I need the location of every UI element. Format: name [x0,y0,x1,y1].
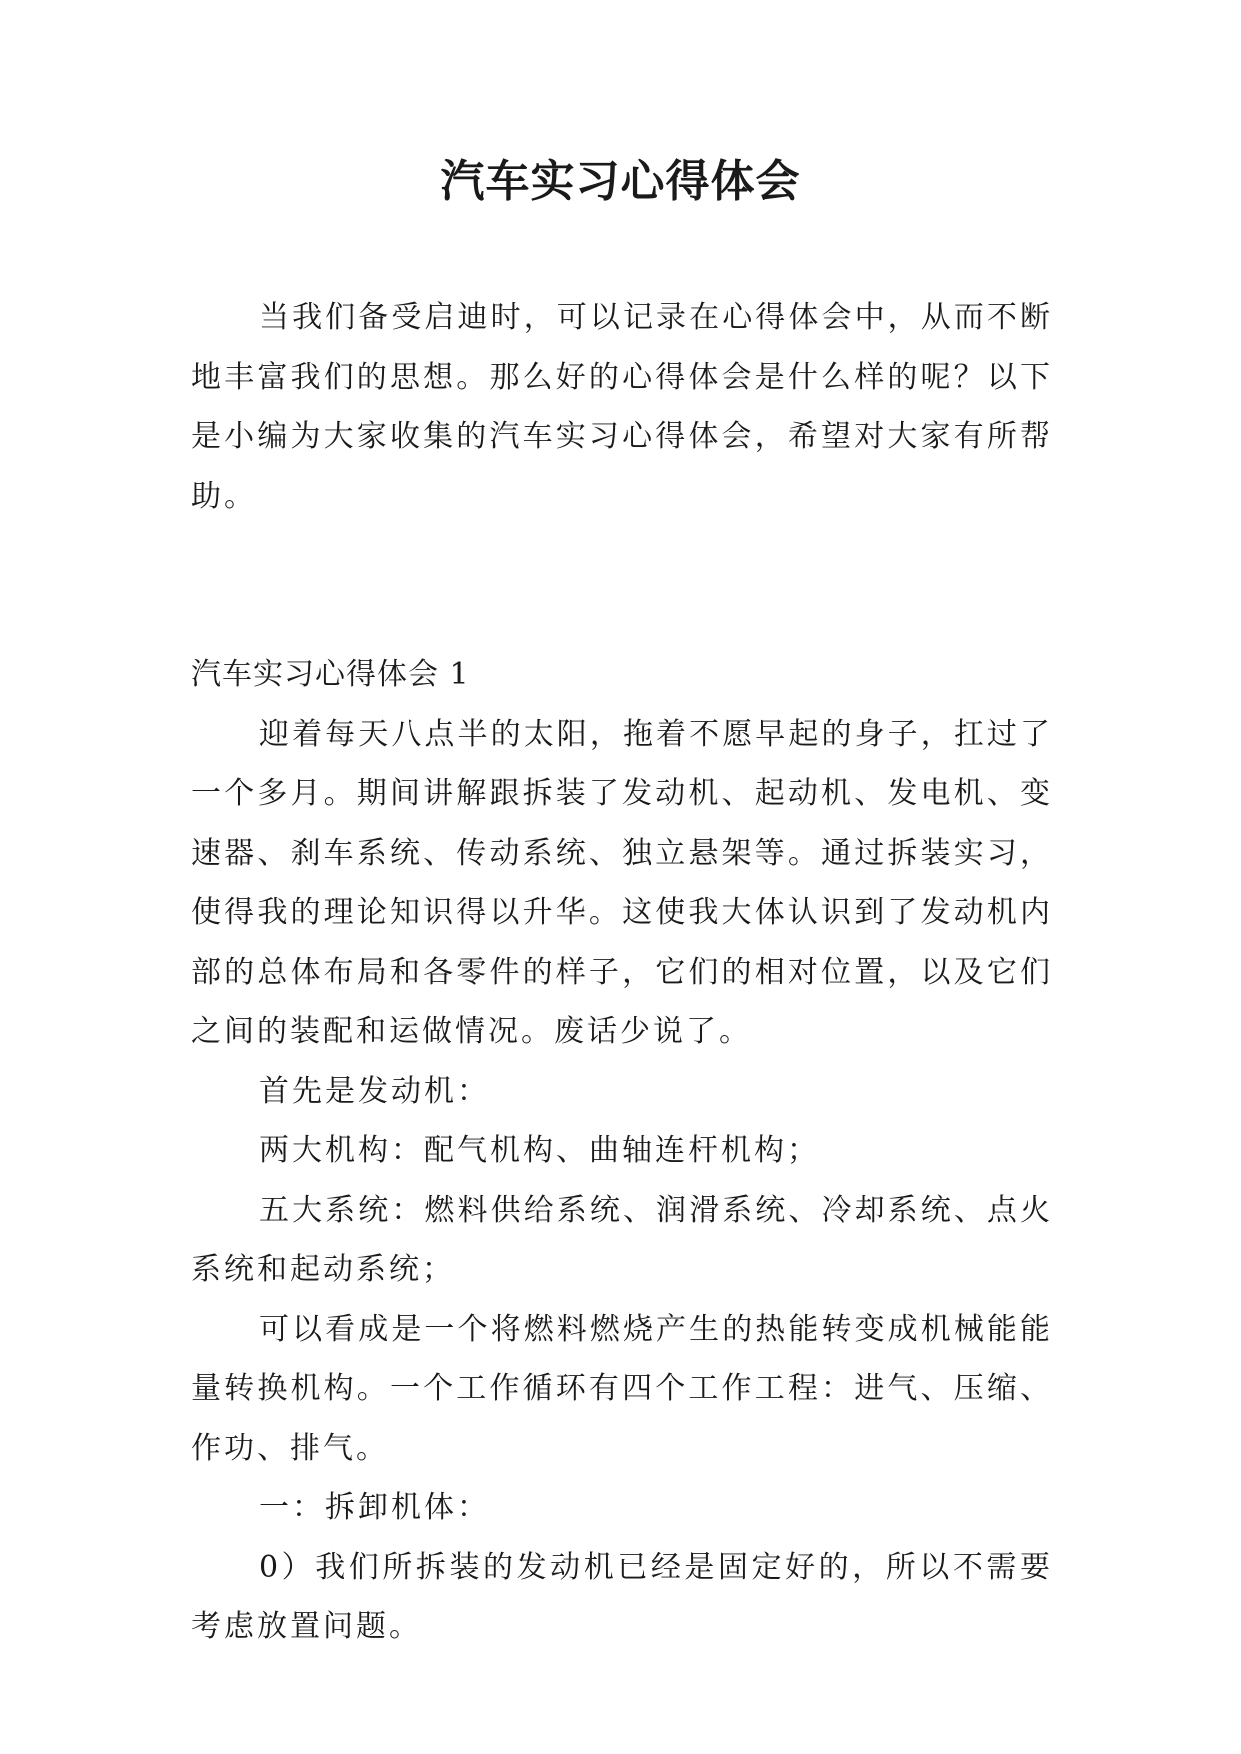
section-spacer [191,526,1053,645]
document-body [191,288,1053,1657]
paragraph-energy-conversion: 可以看成是一个将燃料燃烧产生的热能转变成机械能能量转换机构。一个工作循环有四个工作工程：进气、压缩、作功、排气。 [191,1311,1053,1466]
section-heading: 汽车实习心得体会 1 [191,657,470,692]
intro-paragraph: 当我们备受启迪时，可以记录在心得体会中，从而不断地丰富我们的思想。那么好的心得体会是什么样的呢？以下是小编为大家收集的汽车实习心得体会，希望对大家有所帮助。 [191,300,1053,514]
paragraph-step-zero: 0）我们所拆装的发动机已经是固定好的，所以不需要考虑放置问题。 [191,1549,1053,1644]
paragraph-engine-intro: 首先是发动机： [259,1073,490,1109]
paragraph-step-one: 一：拆卸机体： [259,1490,490,1525]
paragraph-experience: 迎着每天八点半的太阳，拖着不愿早起的身子，扛过了一个多月。期间讲解跟拆装了发动机、起动机、发电机、变速器、刹车系统、传动系统、独立悬架等。通过拆装实习，使得我的理论知识得以升华。这使我大体认识到了发动机内部的总体布局和各零件的样子，它们的相对位置，以及它们之间的装配和运做情况。废话少说了。 [191,716,1053,1049]
paragraph-five-systems: 五大系统：燃料供给系统、润滑系统、冷却系统、点火系统和起动系统； [191,1192,1053,1287]
paragraph-two-mechanisms: 两大机构：配气机构、曲轴连杆机构； [259,1133,820,1168]
document-title: 汽车实习心得体会 [440,156,801,207]
